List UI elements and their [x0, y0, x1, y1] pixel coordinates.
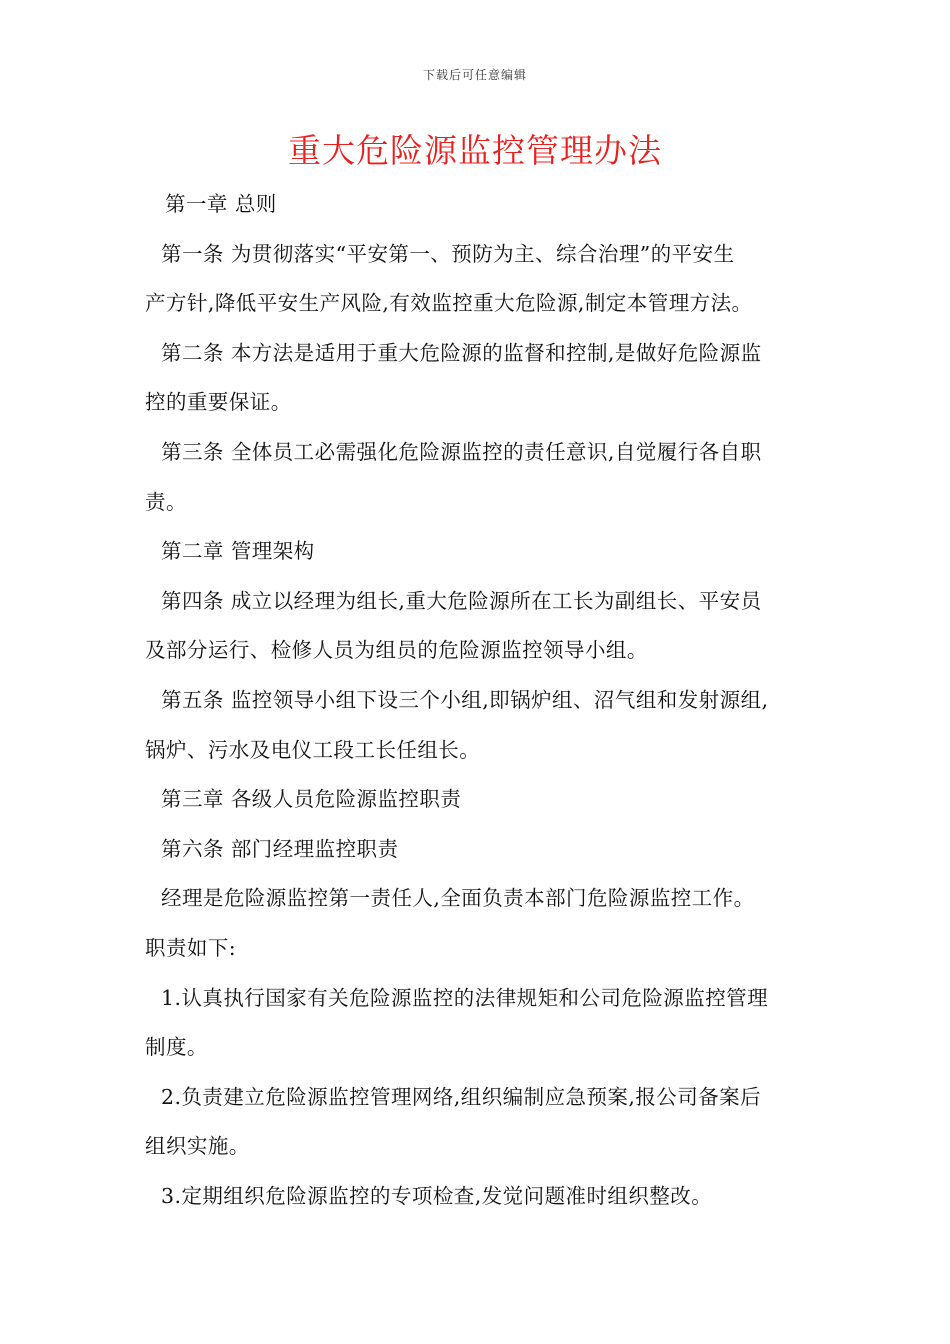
chapter-heading: 第二章 管理架构	[161, 539, 315, 564]
paragraph-line: 经理是危险源监控第一责任人,全面负责本部门危险源监控工作。	[161, 886, 755, 911]
article-heading: 第六条 部门经理监控职责	[161, 836, 399, 861]
paragraph-line: 第二条 本方法是适用于重大危险源的监督和控制,是做好危险源监	[161, 340, 762, 365]
document-title: 重大危险源监控管理办法	[288, 131, 662, 170]
paragraph-line: 责。	[145, 489, 187, 514]
chapter-heading: 第三章 各级人员危险源监控职责	[161, 787, 462, 812]
list-item-line: 1.认真执行国家有关危险源监控的法律规矩和公司危险源监控管理	[161, 985, 769, 1010]
paragraph-line: 第三条 全体员工必需强化危险源监控的责任意识,自觉履行各自职	[161, 439, 762, 464]
header-note: 下载后可任意编辑	[422, 68, 527, 82]
paragraph-line: 职责如下:	[145, 935, 237, 960]
paragraph-line: 第一条 为贯彻落实“平安第一、预防为主、综合治理”的平安生	[161, 241, 735, 266]
list-item-line: 制度。	[145, 1035, 208, 1060]
paragraph-line: 控的重要保证。	[145, 390, 292, 415]
list-item-line: 2.负责建立危险源监控管理网络,组织编制应急预案,报公司备案后	[161, 1084, 762, 1109]
paragraph-line: 锅炉、污水及电仪工段工长任组长。	[145, 737, 481, 762]
paragraph-line: 及部分运行、检修人员为组员的危险源监控领导小组。	[145, 638, 648, 663]
document-body	[145, 180, 810, 1221]
paragraph-line: 第四条 成立以经理为组长,重大危险源所在工长为副组长、平安员	[161, 588, 762, 613]
paragraph-line: 第五条 监控领导小组下设三个小组,即锅炉组、沼气组和发射源组,	[161, 687, 769, 712]
paragraph-line: 产方针,降低平安生产风险,有效监控重大危险源,制定本管理方法。	[145, 291, 753, 316]
list-item-line: 3.定期组织危险源监控的专项检查,发觉问题准时组织整改。	[161, 1183, 713, 1208]
list-item-line: 组织实施。	[145, 1134, 250, 1159]
chapter-heading: 第一章 总则	[165, 192, 277, 216]
